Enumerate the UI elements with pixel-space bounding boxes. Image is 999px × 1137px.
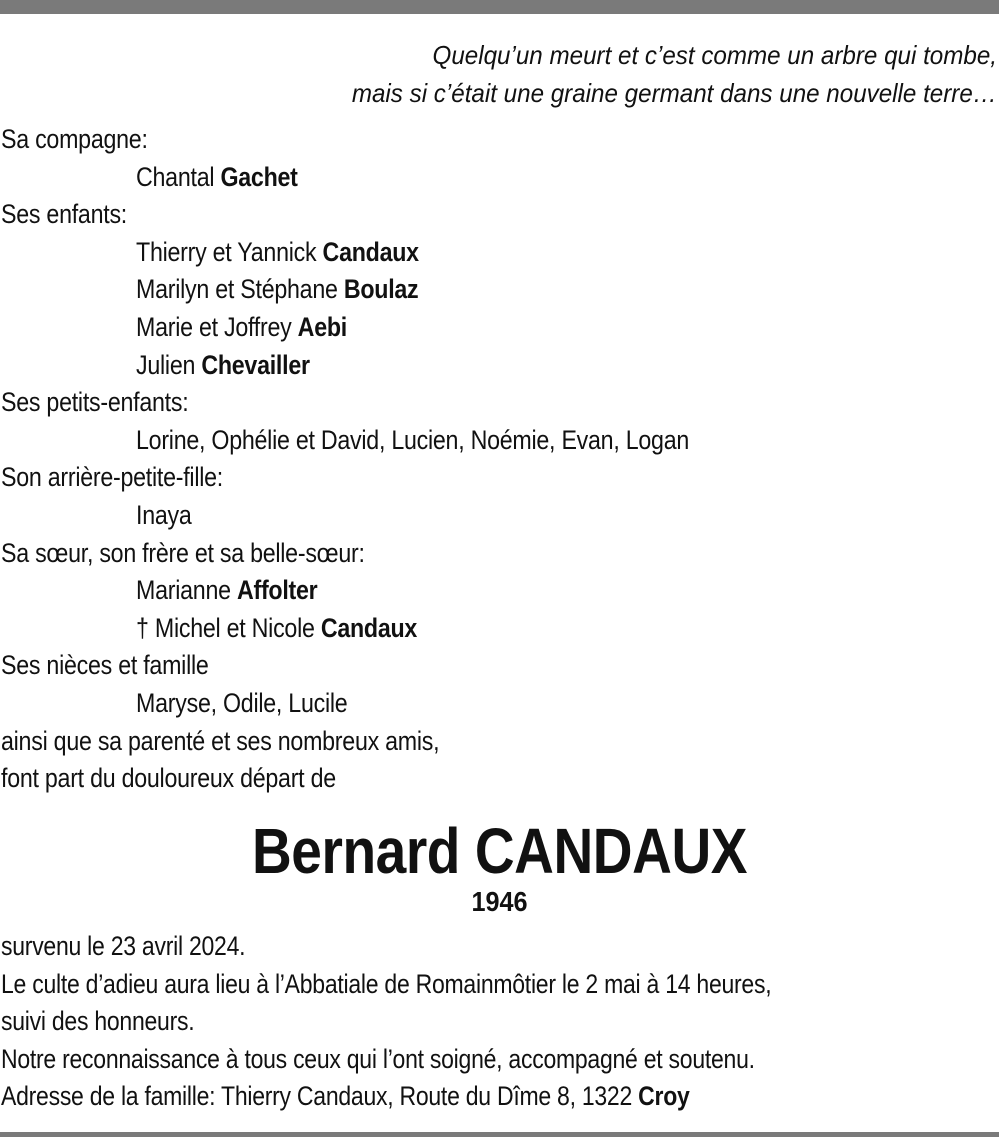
child-entry xyxy=(1,271,861,309)
epigraph-quote xyxy=(86,36,997,112)
first-name: † Michel et Nicole xyxy=(136,612,321,643)
address-text: Adresse de la famille: Thierry Candaux, Route du Dîme 8, 1322 xyxy=(1,1081,639,1112)
surname: Chevailler xyxy=(201,349,310,380)
child-entry xyxy=(1,234,861,272)
first-name: Marilyn et Stéphane xyxy=(136,274,344,305)
first-name: Marianne xyxy=(136,575,237,606)
great-grandchild-heading: Son arrière-petite-fille: xyxy=(1,462,223,493)
companion-heading: Sa compagne: xyxy=(1,124,148,154)
address-city: Croy xyxy=(638,1081,690,1112)
top-rule xyxy=(0,0,999,14)
sibling-entry xyxy=(1,572,861,610)
deceased-title-block xyxy=(0,815,999,917)
surname: Aebi xyxy=(297,311,347,342)
quote-line-1: Quelqu’un meurt et c’est comme un arbre qui tombe, xyxy=(432,40,997,70)
surname: Affolter xyxy=(236,575,318,606)
nieces-names: Maryse, Odile, Lucile xyxy=(136,687,348,718)
service-details xyxy=(1,928,998,1116)
deceased-name: Bernard CANDAUX xyxy=(251,815,748,887)
great-grandchild-name: Inaya xyxy=(136,499,192,530)
child-entry xyxy=(1,309,861,347)
grandchildren-heading: Ses petits-enfants: xyxy=(1,387,189,418)
quote-line-2: mais si c’était une graine germant dans une nouvelle terre… xyxy=(351,78,997,108)
closing-line-2: font part du douloureux départ de xyxy=(1,763,336,794)
service-line-2: suivi des honneurs. xyxy=(1,1006,195,1037)
children-heading: Ses enfants: xyxy=(1,199,127,230)
surname: Gachet xyxy=(220,161,298,192)
surname: Boulaz xyxy=(343,274,419,305)
first-name: Julien xyxy=(136,349,202,380)
surname: Candaux xyxy=(320,612,418,643)
siblings-heading: Sa sœur, son frère et sa belle-sœur: xyxy=(1,537,365,568)
companion-name xyxy=(1,159,861,197)
bottom-rule xyxy=(0,1132,999,1137)
sibling-entry xyxy=(1,610,861,648)
birth-year: 1946 xyxy=(471,886,528,917)
service-line-1: Le culte d’adieu aura lieu à l’Abbatiale de Romainmôtier le 2 mai à 14 heures, xyxy=(1,968,772,999)
nieces-heading: Ses nièces et famille xyxy=(1,650,209,681)
family-announcement xyxy=(1,121,861,798)
grandchildren-names: Lorine, Ophélie et David, Lucien, Noémie, Evan, Logan xyxy=(136,424,690,455)
first-name: Thierry et Yannick xyxy=(136,236,323,267)
first-name: Marie et Joffrey xyxy=(136,311,298,342)
first-name: Chantal xyxy=(136,161,221,192)
closing-line-1: ainsi que sa parenté et ses nombreux amis, xyxy=(1,725,440,756)
thanks-line: Notre reconnaissance à tous ceux qui l’ont soigné, accompagné et soutenu. xyxy=(1,1043,755,1074)
death-date: survenu le 23 avril 2024. xyxy=(1,931,246,961)
family-address xyxy=(1,1078,998,1116)
surname: Candaux xyxy=(322,236,419,267)
child-entry xyxy=(1,347,861,385)
